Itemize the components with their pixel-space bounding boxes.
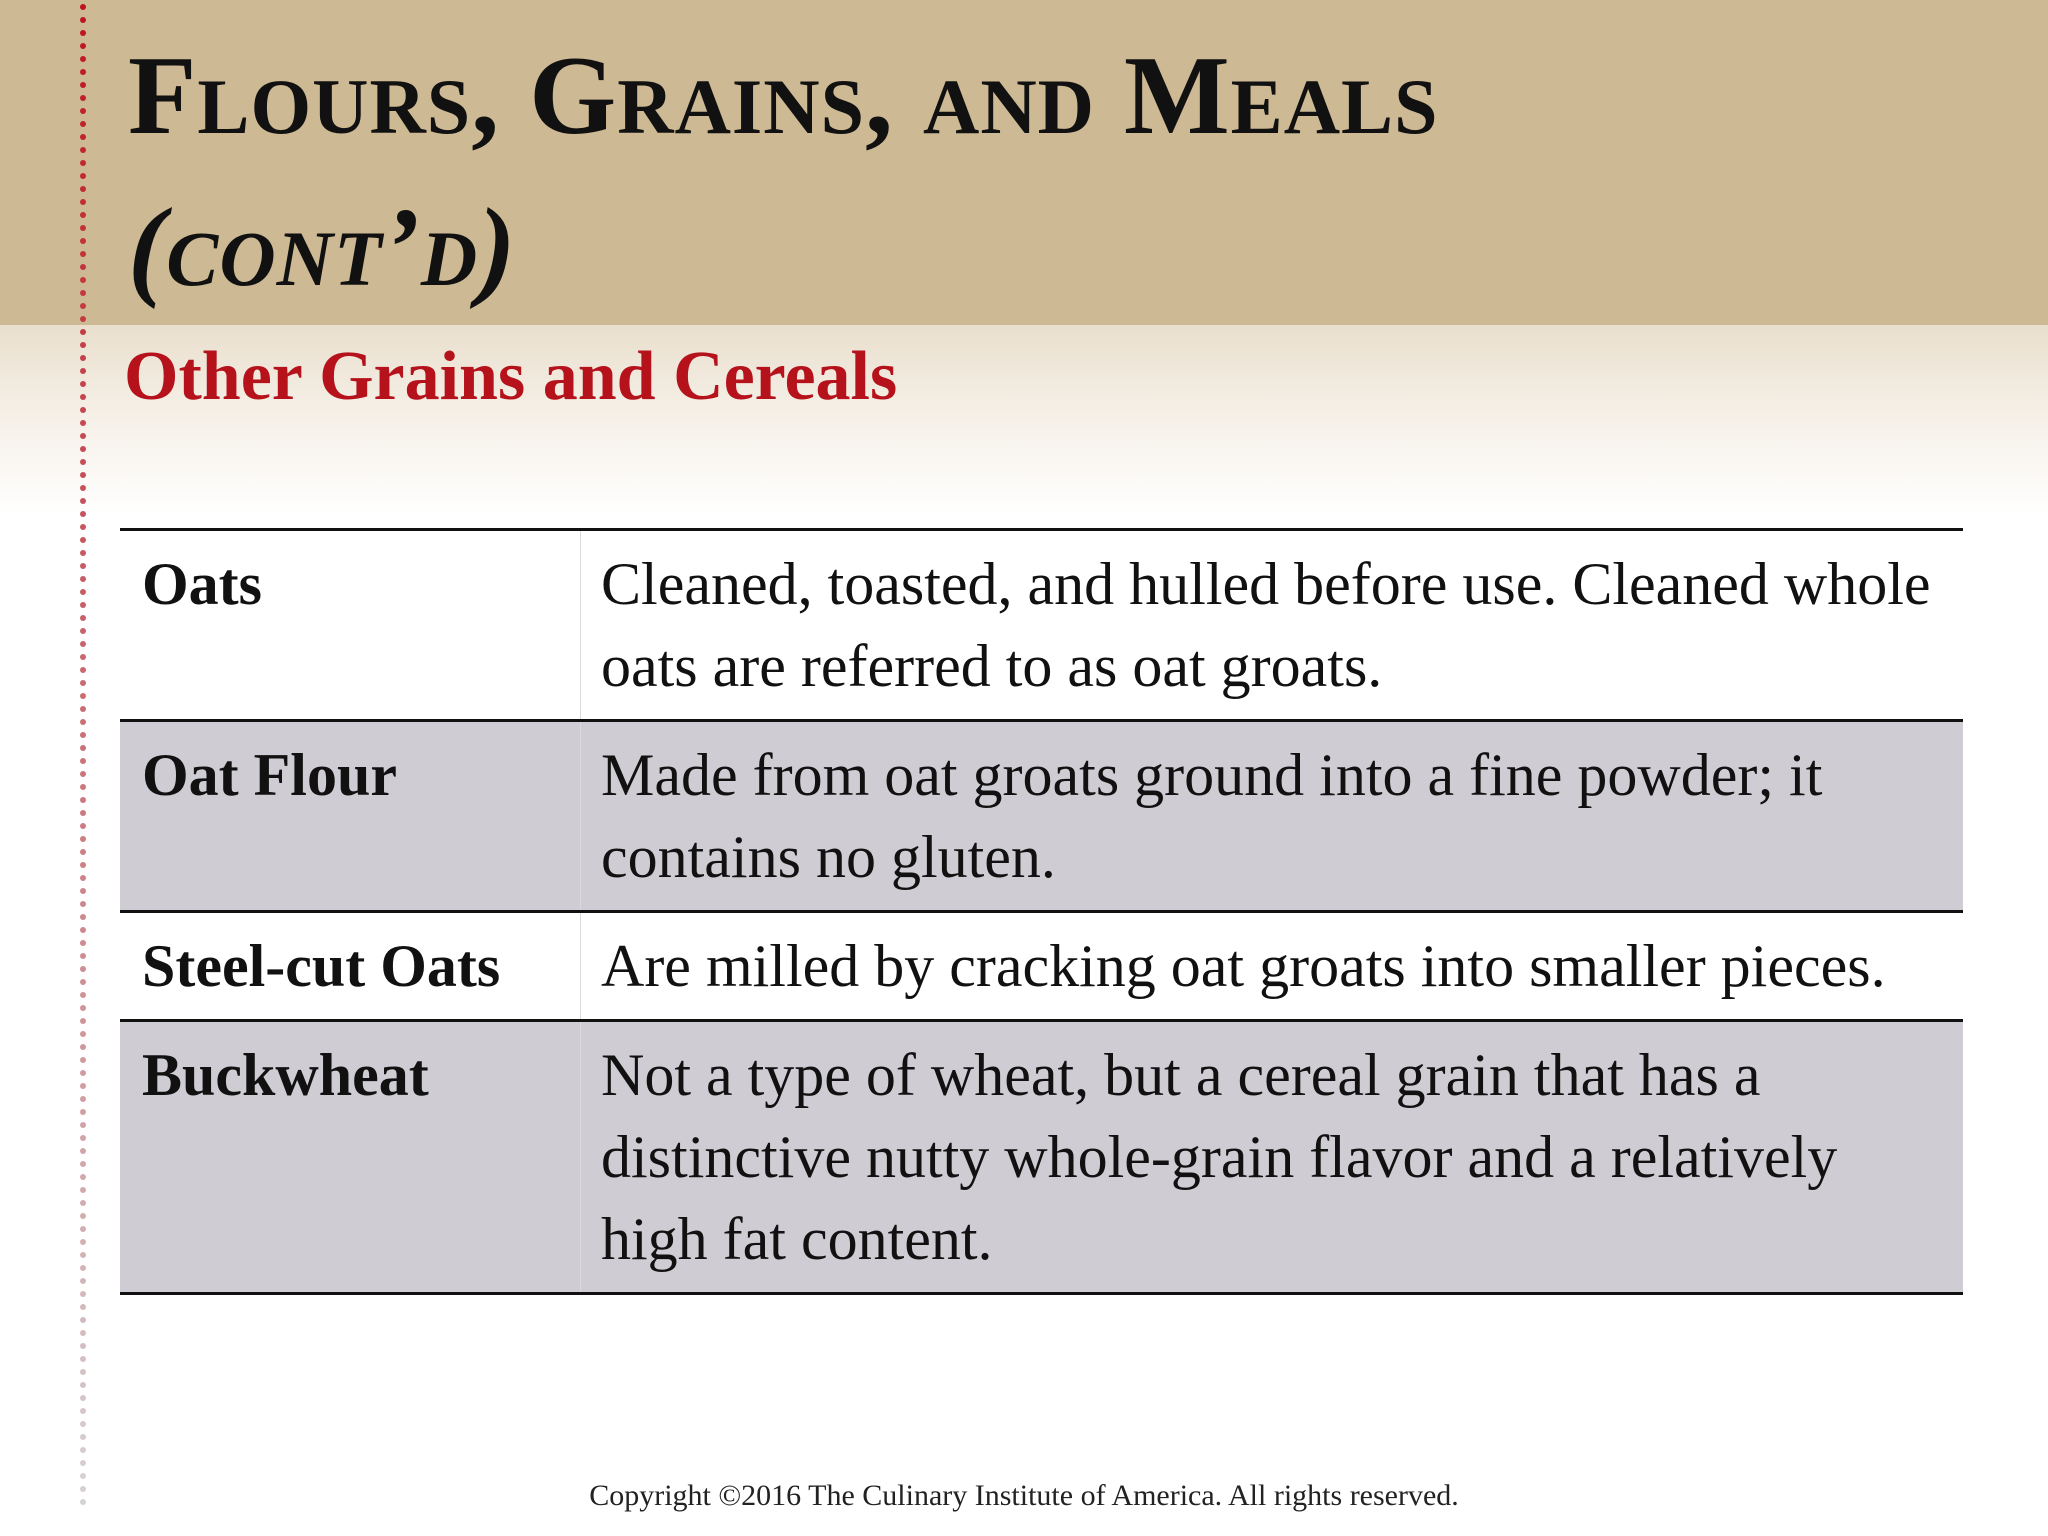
- margin-dot: [80, 134, 86, 140]
- margin-dot: [80, 264, 86, 270]
- margin-dot: [80, 1421, 86, 1427]
- margin-dot: [80, 1187, 86, 1193]
- margin-dot: [80, 927, 86, 933]
- margin-dot: [80, 303, 86, 309]
- slide-title-continued: (cont’d): [128, 186, 517, 310]
- margin-dot: [80, 394, 86, 400]
- margin-dot: [80, 849, 86, 855]
- margin-dot: [80, 1317, 86, 1323]
- margin-dot: [80, 69, 86, 75]
- margin-dot: [80, 979, 86, 985]
- description-cell: Are milled by cracking oat groats into smaller pieces.: [581, 912, 1964, 1021]
- margin-dot: [80, 511, 86, 517]
- margin-dot: [80, 1252, 86, 1258]
- margin-dot: [80, 1291, 86, 1297]
- margin-dot: [80, 888, 86, 894]
- margin-dot: [80, 186, 86, 192]
- margin-dot: [80, 914, 86, 920]
- margin-dot: [80, 43, 86, 49]
- margin-dot: [80, 1096, 86, 1102]
- margin-dot: [80, 1369, 86, 1375]
- margin-dot: [80, 966, 86, 972]
- margin-dot: [80, 1434, 86, 1440]
- margin-dot: [80, 368, 86, 374]
- margin-dot: [80, 420, 86, 426]
- margin-dot: [80, 17, 86, 23]
- margin-dot: [80, 1408, 86, 1414]
- grains-table: [120, 528, 1963, 1295]
- table-row: [120, 912, 1963, 1021]
- margin-dot: [80, 745, 86, 751]
- margin-dot: [80, 433, 86, 439]
- margin-dot: [80, 693, 86, 699]
- margin-dot: [80, 459, 86, 465]
- margin-dot: [80, 940, 86, 946]
- margin-dot: [80, 316, 86, 322]
- margin-dot: [80, 836, 86, 842]
- margin-dot: [80, 225, 86, 231]
- margin-dot: [80, 758, 86, 764]
- term-cell: Buckwheat: [120, 1021, 581, 1294]
- margin-dot: [80, 4, 86, 10]
- margin-dot: [80, 615, 86, 621]
- copyright-footer: Copyright ©2016 The Culinary Institute of America. All rights reserved.: [589, 1479, 1459, 1512]
- margin-dot: [80, 56, 86, 62]
- margin-dot: [80, 1278, 86, 1284]
- margin-dot: [80, 1044, 86, 1050]
- margin-dot: [80, 875, 86, 881]
- margin-dot: [80, 1460, 86, 1466]
- margin-dot: [80, 1135, 86, 1141]
- margin-dot: [80, 784, 86, 790]
- margin-dot: [80, 1083, 86, 1089]
- margin-dot: [80, 823, 86, 829]
- description-cell: Not a type of wheat, but a cereal grain that has a distinctive nutty whole-grain flavor and a relatively high fat content.: [581, 1021, 1964, 1294]
- margin-dot: [80, 342, 86, 348]
- margin-dot: [80, 1109, 86, 1115]
- margin-dot: [80, 277, 86, 283]
- term-cell: Steel-cut Oats: [120, 912, 581, 1021]
- margin-dot: [80, 706, 86, 712]
- margin-dot: [80, 498, 86, 504]
- margin-dot: [80, 1174, 86, 1180]
- margin-dot: [80, 1122, 86, 1128]
- margin-dot: [80, 1057, 86, 1063]
- table-row: [120, 530, 1963, 721]
- margin-dot: [80, 1031, 86, 1037]
- margin-dot: [80, 381, 86, 387]
- dotted-margin-rule: [80, 0, 88, 1536]
- table-row: [120, 721, 1963, 912]
- margin-dot: [80, 992, 86, 998]
- term-cell: Oat Flour: [120, 721, 581, 912]
- margin-dot: [80, 667, 86, 673]
- margin-dot: [80, 1161, 86, 1167]
- margin-dot: [80, 719, 86, 725]
- margin-dot: [80, 1356, 86, 1362]
- margin-dot: [80, 797, 86, 803]
- margin-dot: [80, 108, 86, 114]
- margin-dot: [80, 1070, 86, 1076]
- margin-dot: [80, 1018, 86, 1024]
- margin-dot: [80, 524, 86, 530]
- margin-dot: [80, 485, 86, 491]
- margin-dot: [80, 680, 86, 686]
- margin-dot: [80, 147, 86, 153]
- margin-dot: [80, 537, 86, 543]
- margin-dot: [80, 1343, 86, 1349]
- margin-dot: [80, 862, 86, 868]
- margin-dot: [80, 1447, 86, 1453]
- margin-dot: [80, 173, 86, 179]
- margin-dot: [80, 212, 86, 218]
- margin-dot: [80, 121, 86, 127]
- margin-dot: [80, 602, 86, 608]
- margin-dot: [80, 407, 86, 413]
- margin-dot: [80, 355, 86, 361]
- margin-dot: [80, 1395, 86, 1401]
- margin-dot: [80, 589, 86, 595]
- margin-dot: [80, 1148, 86, 1154]
- margin-dot: [80, 238, 86, 244]
- slide-title: [128, 20, 1948, 324]
- margin-dot: [80, 446, 86, 452]
- margin-dot: [80, 1304, 86, 1310]
- margin-dot: [80, 329, 86, 335]
- term-cell: Oats: [120, 530, 581, 721]
- margin-dot: [80, 550, 86, 556]
- margin-dot: [80, 1226, 86, 1232]
- margin-dot: [80, 953, 86, 959]
- margin-dot: [80, 1213, 86, 1219]
- section-subtitle: Other Grains and Cereals: [124, 338, 898, 415]
- margin-dot: [80, 901, 86, 907]
- margin-dot: [80, 95, 86, 101]
- slide-title-main: Flours, Grains, and Meals: [128, 34, 1439, 158]
- margin-dot: [80, 1382, 86, 1388]
- margin-dot: [80, 30, 86, 36]
- margin-dot: [80, 654, 86, 660]
- margin-dot: [80, 771, 86, 777]
- margin-dot: [80, 810, 86, 816]
- margin-dot: [80, 1330, 86, 1336]
- margin-dot: [80, 576, 86, 582]
- margin-dot: [80, 199, 86, 205]
- description-cell: Made from oat groats ground into a fine powder; it contains no gluten.: [581, 721, 1964, 912]
- margin-dot: [80, 641, 86, 647]
- table-row: [120, 1021, 1963, 1294]
- margin-dot: [80, 160, 86, 166]
- margin-dot: [80, 1239, 86, 1245]
- description-cell: Cleaned, toasted, and hulled before use. Cleaned whole oats are referred to as oat groats.: [601, 551, 1931, 699]
- margin-dot: [80, 1200, 86, 1206]
- margin-dot: [80, 290, 86, 296]
- margin-dot: [80, 82, 86, 88]
- margin-dot: [80, 628, 86, 634]
- margin-dot: [80, 732, 86, 738]
- margin-dot: [80, 472, 86, 478]
- margin-dot: [80, 563, 86, 569]
- margin-dot: [80, 1005, 86, 1011]
- margin-dot: [80, 251, 86, 257]
- margin-dot: [80, 1265, 86, 1271]
